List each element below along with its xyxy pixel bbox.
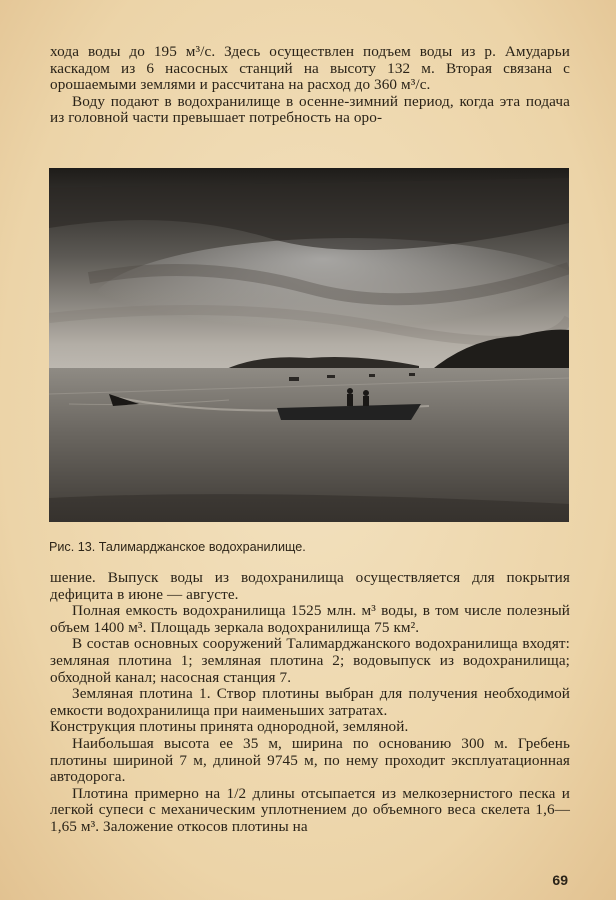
paragraph-bottom-5: Конструкция плотины принята однородной, земляной. xyxy=(50,718,409,736)
reservoir-photo xyxy=(49,168,569,522)
paragraph-bottom-2: Полная емкость водохранилища 1525 млн. м³ воды, в том числе полезный объем 1400 м³. Площадь зеркала водохранилища 75 км². xyxy=(50,602,570,636)
figure-caption: Рис. 13. Талимарджанское водохранилище. xyxy=(49,540,306,554)
paragraph-bottom-6: Наибольшая высота ее 35 м, ширина по основанию 300 м. Гребень плотины шириной 7 м, длиной 9745 м, по нему проходит эксплуатационная автодорога. xyxy=(50,734,570,786)
paragraph-bottom-1: шение. Выпуск воды из водохранилища осуществляется для покрытия дефицита в июне — августе. xyxy=(50,569,570,603)
photo-image xyxy=(49,168,569,522)
page-number: 69 xyxy=(552,872,568,888)
paragraph-top-1: хода воды до 195 м³/с. Здесь осуществлен подъем воды из р. Амударьи каскадом из 6 насосных станций на высоту 132 м. Вторая связана с орошаемыми землями и рассчитана на расход до 360 м³/с. xyxy=(50,43,570,94)
paragraph-bottom-4: Земляная плотина 1. Створ плотины выбран для получения необходимой емкости водохранилища при наименьших затратах. xyxy=(50,685,570,719)
text-bottom xyxy=(50,570,570,836)
text-top xyxy=(50,44,570,127)
paragraph-top-2: Воду подают в водохранилище в осенне-зимний период, когда эта подача из головной части превышает потребность на оро- xyxy=(50,92,570,127)
paragraph-bottom-3: В состав основных сооружений Талимарджанского водохранилища входят: земляная плотина 1; земляная плотина 2; водовыпуск из водохранилища; обходной канал; насосная станция 7. xyxy=(50,635,570,686)
paragraph-bottom-7: Плотина примерно на 1/2 длины отсыпается из мелкозернистого песка и легкой супеси с механическим уплотнением до объемного веса скелета 1,6—1,65 м³. Заложение откосов плотины на xyxy=(50,784,570,835)
